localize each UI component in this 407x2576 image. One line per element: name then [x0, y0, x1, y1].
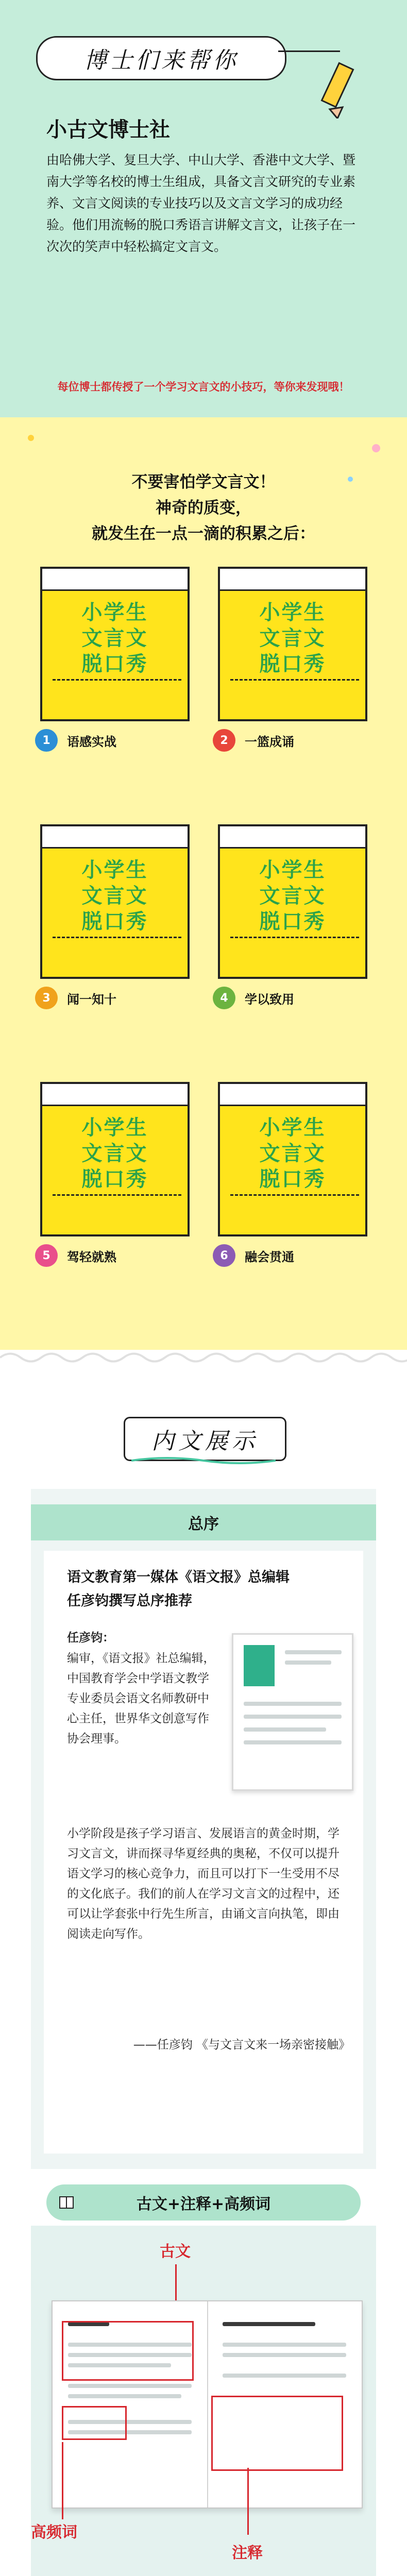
book-cover	[218, 567, 367, 721]
book-name: 融会贯通	[245, 1249, 294, 1264]
label-gaopinci: 高频词	[31, 2523, 77, 2541]
book-item	[213, 1082, 372, 1273]
pointer-gaopinci	[62, 2442, 63, 2519]
team-intro: 由哈佛大学、复旦大学、中山大学、香港中文大学、暨南大学等名校的博士生组成，具备文言文研究的专业素养、文言文阅读的专业技巧以及文言文学习的成功经验。他们用流畅的脱口秀语言讲解文言文，让孩子在一次次的笑声中轻松搞定文言文。	[46, 152, 356, 254]
ribbon-tail	[278, 50, 340, 52]
wave-divider	[0, 1350, 407, 1365]
book-label	[213, 1244, 372, 1267]
book-number-badge: 6	[213, 1244, 235, 1267]
book-item	[213, 567, 372, 757]
book-cover	[218, 824, 367, 979]
book-cover-title: 小学生 文言文 脱口秀	[81, 1116, 148, 1191]
book-cover-doodle	[230, 937, 359, 969]
book-cover	[40, 1082, 190, 1236]
preface-quote: ——任彦钧 《与文言文来一场亲密接触》	[133, 2038, 350, 2052]
book-cover-header	[220, 569, 365, 591]
book-label	[35, 1244, 195, 1267]
book-grid	[35, 567, 375, 1329]
book-cover-title: 小学生 文言文 脱口秀	[259, 601, 326, 676]
doctor-intro-section	[0, 0, 407, 417]
book-cover-title: 小学生 文言文 脱口秀	[259, 858, 326, 934]
inner-pages-section	[0, 1350, 407, 2576]
book-label	[213, 729, 372, 752]
book-set-section	[0, 417, 407, 1350]
book-cover-header	[220, 1084, 365, 1106]
pencil-icon	[314, 62, 371, 118]
book-item	[35, 1082, 195, 1273]
guwen-banner-label: 古文+注释+高频词	[136, 2195, 271, 2213]
book-cover-doodle	[230, 1194, 359, 1227]
preface-headline-1: 语文教育第一媒体《语文报》总编辑	[67, 1569, 290, 1585]
preface-banner-label: 总序	[188, 1515, 219, 1533]
preface-banner	[31, 1504, 376, 1540]
preface-headline-2: 任彦钧撰写总序推荐	[67, 1593, 192, 1609]
book-number-badge: 2	[213, 729, 235, 752]
book-name: 闻一知十	[67, 992, 116, 1007]
highlight-gaopinci	[62, 2406, 127, 2440]
book-cover-doodle	[53, 679, 181, 711]
book-photo	[232, 1633, 353, 1791]
book-cover-doodle	[53, 1194, 181, 1227]
book-cover-doodle	[230, 679, 359, 711]
label-zhushi: 注释	[232, 2544, 263, 2562]
book-cover-title: 小学生 文言文 脱口秀	[81, 601, 148, 676]
book-cover	[218, 1082, 367, 1236]
book-name: 驾轻就熟	[67, 1249, 116, 1264]
book-label	[35, 987, 195, 1009]
pointer-guwen	[175, 2264, 177, 2300]
book-number-badge: 4	[213, 987, 235, 1009]
book-icon	[58, 2194, 75, 2211]
book-cover-doodle	[53, 937, 181, 969]
book-label	[213, 987, 372, 1009]
preface-author-bio: 编审，《语文报》社总编辑，中国教育学会中学语文教学专业委员会语文名师教研中心主任，世界华文创意写作协会理事。	[67, 1652, 215, 1745]
book-item	[213, 824, 372, 1015]
book-cover	[40, 567, 190, 721]
pointer-zhushi	[247, 2468, 249, 2535]
book-cover-header	[42, 1084, 188, 1106]
tagline-line-2: 神奇的质变，	[156, 499, 251, 517]
guwen-banner	[46, 2184, 361, 2221]
highlight-zhushi	[211, 2396, 343, 2471]
header-note: 每位博士都传授了一个学习文言文的小技巧，等你来发现哦！	[57, 381, 350, 393]
inner-pages-title: 内文展示	[124, 1417, 286, 1461]
label-guwen: 古文	[160, 2243, 191, 2261]
book-cover-title: 小学生 文言文 脱口秀	[81, 858, 148, 934]
book-number-badge: 1	[35, 729, 58, 752]
book-name: 语感实战	[67, 734, 116, 749]
book-number-badge: 5	[35, 1244, 58, 1267]
book-name: 学以致用	[245, 992, 294, 1007]
tagline-line-3: 就发生在一点一滴的积累之后：	[92, 524, 315, 543]
underline-decor	[131, 1455, 276, 1466]
preface-author-name: 任彦钧：	[67, 1631, 114, 1645]
book-name: 一篮成诵	[245, 734, 294, 749]
preface-section	[31, 1489, 376, 2169]
book-cover	[40, 824, 190, 979]
book-cover-header	[42, 826, 188, 849]
preface-body: 小学阶段是孩子学习语言、发展语言的黄金时期，学习文言文，讲而探寻华夏经典的奥秘，不仅可以提升语文学习的核心竞争力，而且可以打下一生受用不尽的文化底子。我们的前人在学习文言文的过程中，还可以让学套张中行先生所言，由诵文言向执笔，即由阅读走向写作。	[67, 1827, 340, 1941]
team-title: 小古文博士社	[46, 118, 170, 142]
book-number-badge: 3	[35, 987, 58, 1009]
ribbon-banner: 博士们来帮你	[36, 36, 286, 80]
book-cover-title: 小学生 文言文 脱口秀	[259, 1116, 326, 1191]
tagline-line-1: 不要害怕学文言文！	[131, 473, 276, 492]
book-label	[35, 729, 195, 752]
book-item	[35, 824, 195, 1015]
highlight-guwen	[62, 2321, 194, 2381]
book-cover-header	[220, 826, 365, 849]
book-cover-header	[42, 569, 188, 591]
guwen-section	[31, 2226, 376, 2576]
book-item	[35, 567, 195, 757]
